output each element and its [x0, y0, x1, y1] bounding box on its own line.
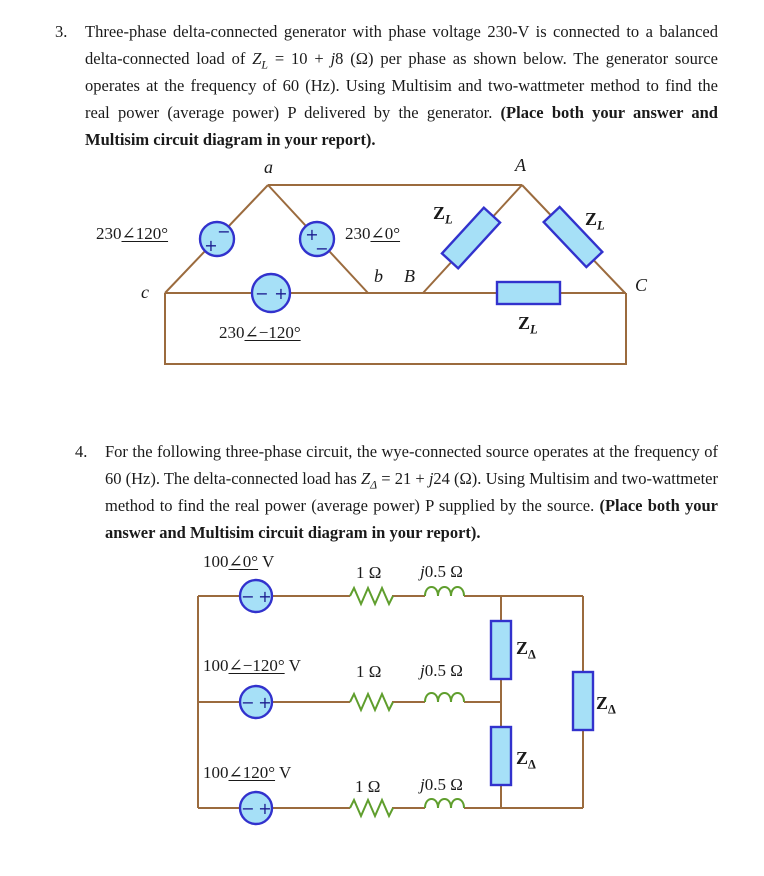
minus-sign: − [241, 693, 255, 712]
problem4-number: 4. [75, 442, 88, 461]
plus-sign: + [274, 284, 288, 303]
node-label-c: c [141, 282, 149, 302]
plus-sign: + [258, 693, 272, 712]
impedance-ZL-BC [497, 282, 560, 304]
source-voltage-label: 100∠−120° V [203, 656, 301, 675]
impedance-label-ZL: $Z_L$ [518, 313, 538, 337]
node-label-B: B [404, 266, 415, 286]
impedance-label-ZL: $Z_L$ [433, 203, 453, 227]
inductor [425, 587, 464, 596]
impedance-label-Zdelta: $Z_\Delta$ [596, 693, 616, 717]
inductor [425, 799, 464, 808]
minus-sign: − [217, 222, 231, 241]
plus-sign: + [305, 225, 319, 244]
impedance-Zdelta-1 [491, 621, 511, 679]
resistor [350, 800, 393, 816]
plus-sign: + [204, 236, 218, 255]
source-voltage-label: 100∠0° V [203, 552, 275, 571]
minus-sign: − [315, 239, 329, 258]
resistor-label: 1 Ω [356, 662, 382, 681]
minus-sign: − [255, 284, 269, 303]
plus-sign: + [258, 587, 272, 606]
node-label-A: A [515, 155, 526, 175]
plus-sign: + [258, 799, 272, 818]
problem4-text: For the following three-phase circuit, the wye-connected source operates at the frequency of 60 (Hz). The delta-connected load has $Z_\Delta = 21 + j24$ (Ω). Using Multisim and two-wattmeter method to find the real power (average power) P supplied by the source. (Place both your answer and Multisim circuit diagram in your report). [105, 442, 719, 542]
node-label-C: C [635, 275, 648, 295]
circuit2-diagram [0, 545, 764, 845]
node-label-a: a [264, 157, 273, 177]
inductor [425, 693, 464, 702]
node-label-b: b [374, 266, 383, 286]
problem3-text: Three-phase delta-connected generator with phase voltage 230-V is connected to a balanced delta-connected load of $Z_L = 10 + j8$ (Ω) per phase as shown below. The generator source operates at the frequency of 60 (Hz). Using Multisim and two-wattmeter method to find the real power (average power) P delivered by the generator. (Place both your answer and Multisim circuit diagram in your report). [85, 22, 718, 149]
impedance-Zdelta-3 [573, 672, 593, 730]
resistor [350, 694, 393, 710]
resistor-label: 1 Ω [355, 777, 381, 796]
source-voltage-label: 100∠120° V [203, 763, 292, 782]
impedance-label-Zdelta: $Z_\Delta$ [516, 638, 536, 662]
problem3-number: 3. [55, 22, 68, 41]
resistor-label: 1 Ω [356, 563, 382, 582]
impedance-label-Zdelta: $Z_\Delta$ [516, 748, 536, 772]
inductor-label: j0.5 Ω [420, 562, 463, 581]
minus-sign: − [241, 799, 255, 818]
minus-sign: − [241, 587, 255, 606]
inductor-label: j0.5 Ω [420, 661, 463, 680]
impedance-Zdelta-2 [491, 727, 511, 785]
source-voltage-label: 230∠−120° [219, 323, 301, 342]
resistor [350, 588, 393, 604]
source-voltage-label: 230∠0° [345, 224, 401, 243]
source-voltage-label: 230∠120° [96, 224, 169, 243]
impedance-label-ZL: $Z_L$ [585, 209, 605, 233]
inductor-label: j0.5 Ω [420, 775, 463, 794]
